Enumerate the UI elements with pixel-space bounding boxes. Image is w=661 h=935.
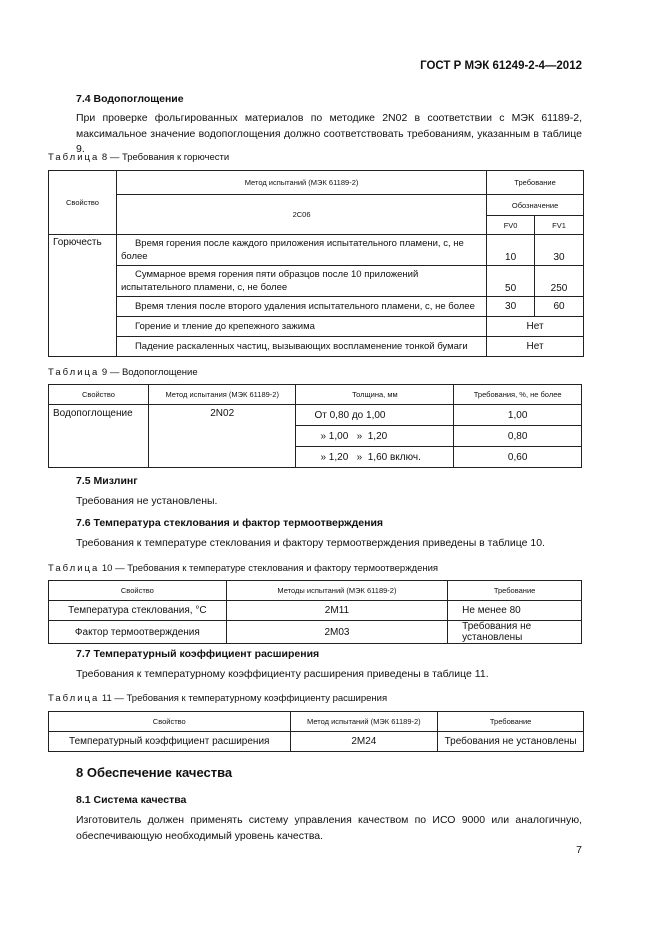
section-7-7-title: 7.7 Температурный коэффициент расширения	[76, 648, 320, 660]
table-11	[48, 711, 584, 752]
document-header: ГОСТ Р МЭК 61249-2-4—2012	[420, 60, 582, 72]
table-11-header-requirement: Требование	[438, 712, 584, 732]
table-cell: Нет	[487, 337, 584, 357]
table-row: Время горения после каждого приложения испытательного пламени, с, не более	[116, 235, 486, 266]
table-cell: 2M24	[290, 732, 438, 752]
table-9	[48, 384, 582, 468]
table-cell: » 1,20 » 1,60 включ.	[296, 447, 454, 468]
table-cell: Требования не установлены	[448, 621, 582, 644]
table-8-header-designation: Обозначение	[487, 195, 584, 216]
table-8-header-code: 2С06	[116, 195, 486, 235]
table-row: Падение раскаленных частиц, вызывающих воспламенение тонкой бумаги	[116, 337, 486, 357]
section-8-1-text: Изготовитель должен применять систему управления качеством по ИСО 9000 или аналогичную, обеспечивающую необходимый уровень качества.	[76, 814, 582, 842]
table-cell: 1,00	[454, 405, 582, 426]
table-cell: 2M03	[226, 621, 447, 644]
table-8-header-requirement: Требование	[487, 171, 584, 195]
table-cell: 2M11	[226, 601, 447, 621]
table-cell: Требования не установлены	[438, 732, 584, 752]
table-10-header-requirement: Требование	[448, 581, 582, 601]
table-10-caption: Таблица 10 — Требования к температуре стеклования и фактору термоотверждения	[48, 563, 439, 574]
table-cell: Температура стеклования, °C	[49, 601, 227, 621]
table-9-header-property: Свойство	[49, 385, 149, 405]
table-8	[48, 170, 584, 357]
table-8-header-method: Метод испытаний (МЭК 61189-2)	[116, 171, 486, 195]
section-7-6-text: Требования к температуре стеклования и фактору термоотверждения приведены в таблице 10.	[76, 537, 545, 549]
table-10-header-method: Методы испытаний (МЭК 61189-2)	[226, 581, 447, 601]
table-9-header-thickness: Толщина, мм	[296, 385, 454, 405]
table-cell: Фактор термоотверждения	[49, 621, 227, 644]
table-10-header-property: Свойство	[49, 581, 227, 601]
table-cell: 10	[487, 235, 535, 266]
table-cell: » 1,00 » 1,20	[296, 426, 454, 447]
table-cell: 60	[535, 297, 584, 317]
table-cell: 30	[487, 297, 535, 317]
table-row: Горение и тление до крепежного зажима	[116, 317, 486, 337]
section-7-4-title: 7.4 Водопоглощение	[76, 93, 184, 105]
section-8-title: 8 Обеспечение качества	[76, 765, 233, 780]
section-8-1-title: 8.1 Система качества	[76, 794, 187, 806]
page-number: 7	[576, 844, 582, 856]
table-8-header-property: Свойство	[49, 171, 117, 235]
table-10	[48, 580, 582, 644]
section-7-4-text: При проверке фольгированных материалов по методике 2N02 в соответствии с МЭК 61189-2, максимальное значение водопоглощения должно соответствовать требованиям, указанным в таблице 9.	[76, 112, 582, 155]
table-11-header-property: Свойство	[49, 712, 291, 732]
table-11-caption: Таблица 11 — Требования к температурному коэффициенту расширения	[48, 693, 388, 704]
table-8-header-fv1: FV1	[535, 216, 584, 235]
table-cell: Нет	[487, 317, 584, 337]
table-8-caption: Таблица 8 — Требования к горючести	[48, 152, 230, 163]
table-cell: От 0,80 до 1,00	[296, 405, 454, 426]
table-9-header-requirement: Требования, %, не более	[454, 385, 582, 405]
table-9-property: Водопоглощение	[49, 405, 149, 468]
section-7-5-text: Требования не установлены.	[76, 495, 218, 507]
table-8-property: Горючесть	[49, 235, 117, 357]
table-cell: 250	[535, 266, 584, 297]
table-9-caption: Таблица 9 — Водопоглощение	[48, 367, 198, 378]
table-cell: 0,60	[454, 447, 582, 468]
table-cell: 50	[487, 266, 535, 297]
table-cell: Не менее 80	[448, 601, 582, 621]
table-cell: 0,80	[454, 426, 582, 447]
table-row: Суммарное время горения пяти образцов после 10 приложений испытательного пламени, с, не более	[116, 266, 486, 297]
table-11-header-method: Метод испытаний (МЭК 61189-2)	[290, 712, 438, 732]
section-7-6-title: 7.6 Температура стеклования и фактор термоотверждения	[76, 517, 384, 529]
table-cell: 30	[535, 235, 584, 266]
table-row: Время тления после второго удаления испытательного пламени, с, не более	[116, 297, 486, 317]
table-9-header-method: Метод испытания (МЭК 61189-2)	[148, 385, 296, 405]
table-cell: Температурный коэффициент расширения	[49, 732, 291, 752]
table-8-header-fv0: FV0	[487, 216, 535, 235]
section-7-7-text: Требования к температурному коэффициенту расширения приведены в таблице 11.	[76, 668, 489, 680]
table-9-method: 2N02	[148, 405, 296, 468]
section-7-5-title: 7.5 Мизлинг	[76, 475, 138, 487]
